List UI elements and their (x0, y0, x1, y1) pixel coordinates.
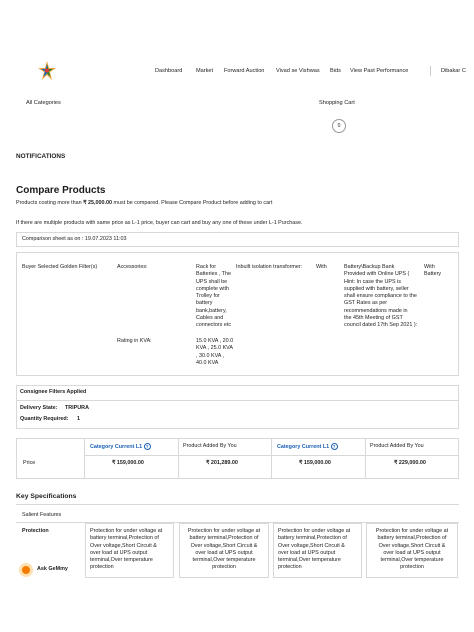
protection-line: over load at UPS output (195, 549, 253, 556)
nav-market[interactable]: Market (196, 68, 214, 74)
nav-dashboard[interactable]: Dashboard (155, 68, 183, 74)
accessories-line: Rack for (196, 264, 217, 270)
battery-label-line: Hint: In case the UPS is (344, 278, 401, 285)
battery-label-line: the 45th Meeting of GST (344, 315, 403, 322)
price-value: ₹ 201,289.00 (206, 460, 238, 466)
golden-filter-label: Buyer Selected Golden Filter(s) (22, 264, 98, 270)
compare-note-prefix: Products costing more than (16, 200, 84, 206)
category-l1-header[interactable] (90, 443, 151, 451)
notifications-heading[interactable]: NOTIFICATIONS (16, 153, 66, 160)
accessories-line: bank,battery, (196, 307, 227, 314)
protection-cell (85, 523, 174, 578)
category-l1-header[interactable] (277, 443, 338, 451)
rating-kva-value (196, 338, 244, 367)
protection-line: over load at UPS output (383, 549, 441, 556)
chatbot-avatar-icon (19, 563, 33, 577)
user-menu[interactable]: Dibakar C (441, 68, 466, 74)
protection-line: Over voltage,Short Circuit & (90, 542, 157, 549)
rating-line: , 30.0 KVA , (196, 352, 225, 359)
nav-divider (430, 66, 431, 76)
accessories-line: connectors etc (196, 322, 232, 329)
key-specs-title: Key Specifications (16, 493, 77, 500)
l1-note: If there are multiple products with same price as L-1 price, buyer can cart and buy any one of these under L-1 Purchase. (16, 220, 303, 226)
battery-label-line: shall ensure compliance to the (344, 293, 417, 300)
cart-count-badge[interactable] (332, 119, 346, 133)
comparison-sheet-date: Comparison sheet as on : 19.07.2023 11:03 (22, 236, 127, 242)
protection-line: battery terminal,Protection of (189, 535, 259, 542)
battery-label-line: Provided with Online UPS ( (344, 271, 410, 278)
inbuilt-transformer-label: Inbuilt isolation transformer: (236, 264, 303, 270)
battery-label (344, 264, 424, 330)
info-icon[interactable]: ? (331, 443, 338, 450)
protection-line: battery terminal,Protection of (278, 535, 347, 542)
category-l1-header-text: Category Current L1 (90, 443, 143, 450)
battery-label-line: Battery\Backup Bank (344, 264, 395, 270)
protection-line: Over voltage,Short Circuit & (278, 542, 345, 549)
protection-line: over load at UPS output (90, 549, 148, 556)
nav-vivad-se-vishwas[interactable]: Vivad se Vishwas (276, 68, 320, 74)
protection-line: Protection for under voltage at (375, 528, 449, 534)
quantity-label: Quantity Required: (20, 416, 69, 422)
inbuilt-transformer-value: With (316, 264, 327, 270)
price-row-label: Price (23, 460, 36, 466)
price-value: ₹ 159,000.00 (299, 460, 331, 466)
battery-value-line: Battery (424, 271, 442, 278)
nav-bids[interactable]: Bids (330, 68, 341, 74)
battery-label-line: council dated 17th Sep 2021 ): (344, 322, 418, 329)
delivery-state-label: Delivery State: (20, 405, 58, 411)
protection-line: Protection for under voltage at (278, 528, 351, 534)
protection-line: terminal,Over temperature (278, 557, 341, 564)
rating-line: KVA , 25.0 KVA (196, 345, 233, 352)
salient-features-label: Salient Features (22, 512, 62, 518)
protection-line: protection (90, 564, 114, 571)
key-specs-divider (16, 504, 459, 505)
battery-value (424, 264, 454, 279)
protection-line: over load at UPS output (278, 549, 336, 556)
consignee-title: Consignee Filters Applied (20, 389, 87, 395)
product-added-header: Product Added By You (183, 443, 237, 449)
ask-gemmy-button[interactable] (19, 563, 68, 577)
nav-forward-auction[interactable]: Forward Auction (224, 68, 265, 74)
cart-count: 0 (337, 123, 341, 129)
comparison-sheet-box (16, 232, 459, 247)
protection-line: Over voltage,Short Circuit & (190, 542, 258, 549)
accessories-line: UPS shall be (196, 278, 228, 285)
col-divider (365, 438, 366, 479)
delivery-state-value: TRIPURA (65, 405, 89, 411)
protection-line: battery terminal,Protection of (377, 535, 447, 542)
compare-note-amount: ₹ 25,000.00 (83, 200, 113, 206)
rating-line: 40.0 KVA (196, 359, 219, 366)
col-divider (271, 438, 272, 479)
protection-label: Protection (22, 528, 49, 534)
accessories-line: battery (196, 300, 213, 307)
col-divider (178, 438, 179, 479)
protection-line: terminal,Over temperature (192, 557, 256, 564)
all-categories-link[interactable]: All Categories (26, 100, 61, 106)
protection-line: terminal,Over temperature (380, 557, 444, 564)
accessories-line: Cables and (196, 315, 224, 322)
protection-line: battery terminal,Protection of (90, 535, 159, 542)
accessories-value (196, 264, 238, 330)
compare-note (16, 200, 272, 206)
protection-cell (366, 523, 458, 578)
battery-label-line: GST Rates as per (344, 300, 388, 307)
protection-line: terminal,Over temperature (90, 557, 153, 564)
protection-cell (179, 523, 269, 578)
col-divider (84, 438, 85, 479)
protection-line: protection (212, 564, 236, 571)
info-icon[interactable]: ? (144, 443, 151, 450)
price-value: ₹ 159,000.00 (112, 460, 144, 466)
accessories-label: Accessories: (117, 264, 148, 270)
compare-note-suffix: must be compared. Please Compare Product before adding to cart (112, 200, 273, 206)
accessories-line: Batteries , The (196, 271, 231, 278)
category-l1-header-text: Category Current L1 (277, 443, 330, 450)
protection-line: protection (278, 564, 302, 571)
protection-line: Protection for under voltage at (187, 528, 261, 534)
protection-cell (273, 523, 362, 578)
ask-gemmy-label: Ask GeMmy (37, 566, 68, 573)
protection-line: protection (400, 564, 424, 571)
quantity-value: 1 (77, 416, 80, 422)
accessories-line: complete with (196, 285, 229, 292)
nav-view-past-performance[interactable]: View Past Performance (350, 68, 409, 74)
battery-label-line: recommendations made in (344, 307, 408, 314)
accessories-line: Trolley for (196, 293, 220, 300)
protection-line: Protection for under voltage at (90, 528, 163, 534)
rating-line: 15.0 KVA , 20.0 (196, 338, 234, 344)
shopping-cart-link[interactable]: Shopping Cart (319, 100, 355, 106)
protection-line: Over voltage,Short Circuit & (378, 542, 446, 549)
price-value: ₹ 229,000.00 (394, 460, 426, 466)
battery-value-line: With (424, 264, 435, 270)
battery-label-line: supplied with battery, seller (344, 285, 409, 292)
consignee-divider (16, 400, 459, 401)
rating-kva-label: Rating in KVA: (117, 338, 152, 344)
page-title: Compare Products (16, 185, 106, 196)
product-added-header: Product Added By You (370, 443, 424, 449)
gem-logo-icon[interactable] (36, 60, 58, 82)
